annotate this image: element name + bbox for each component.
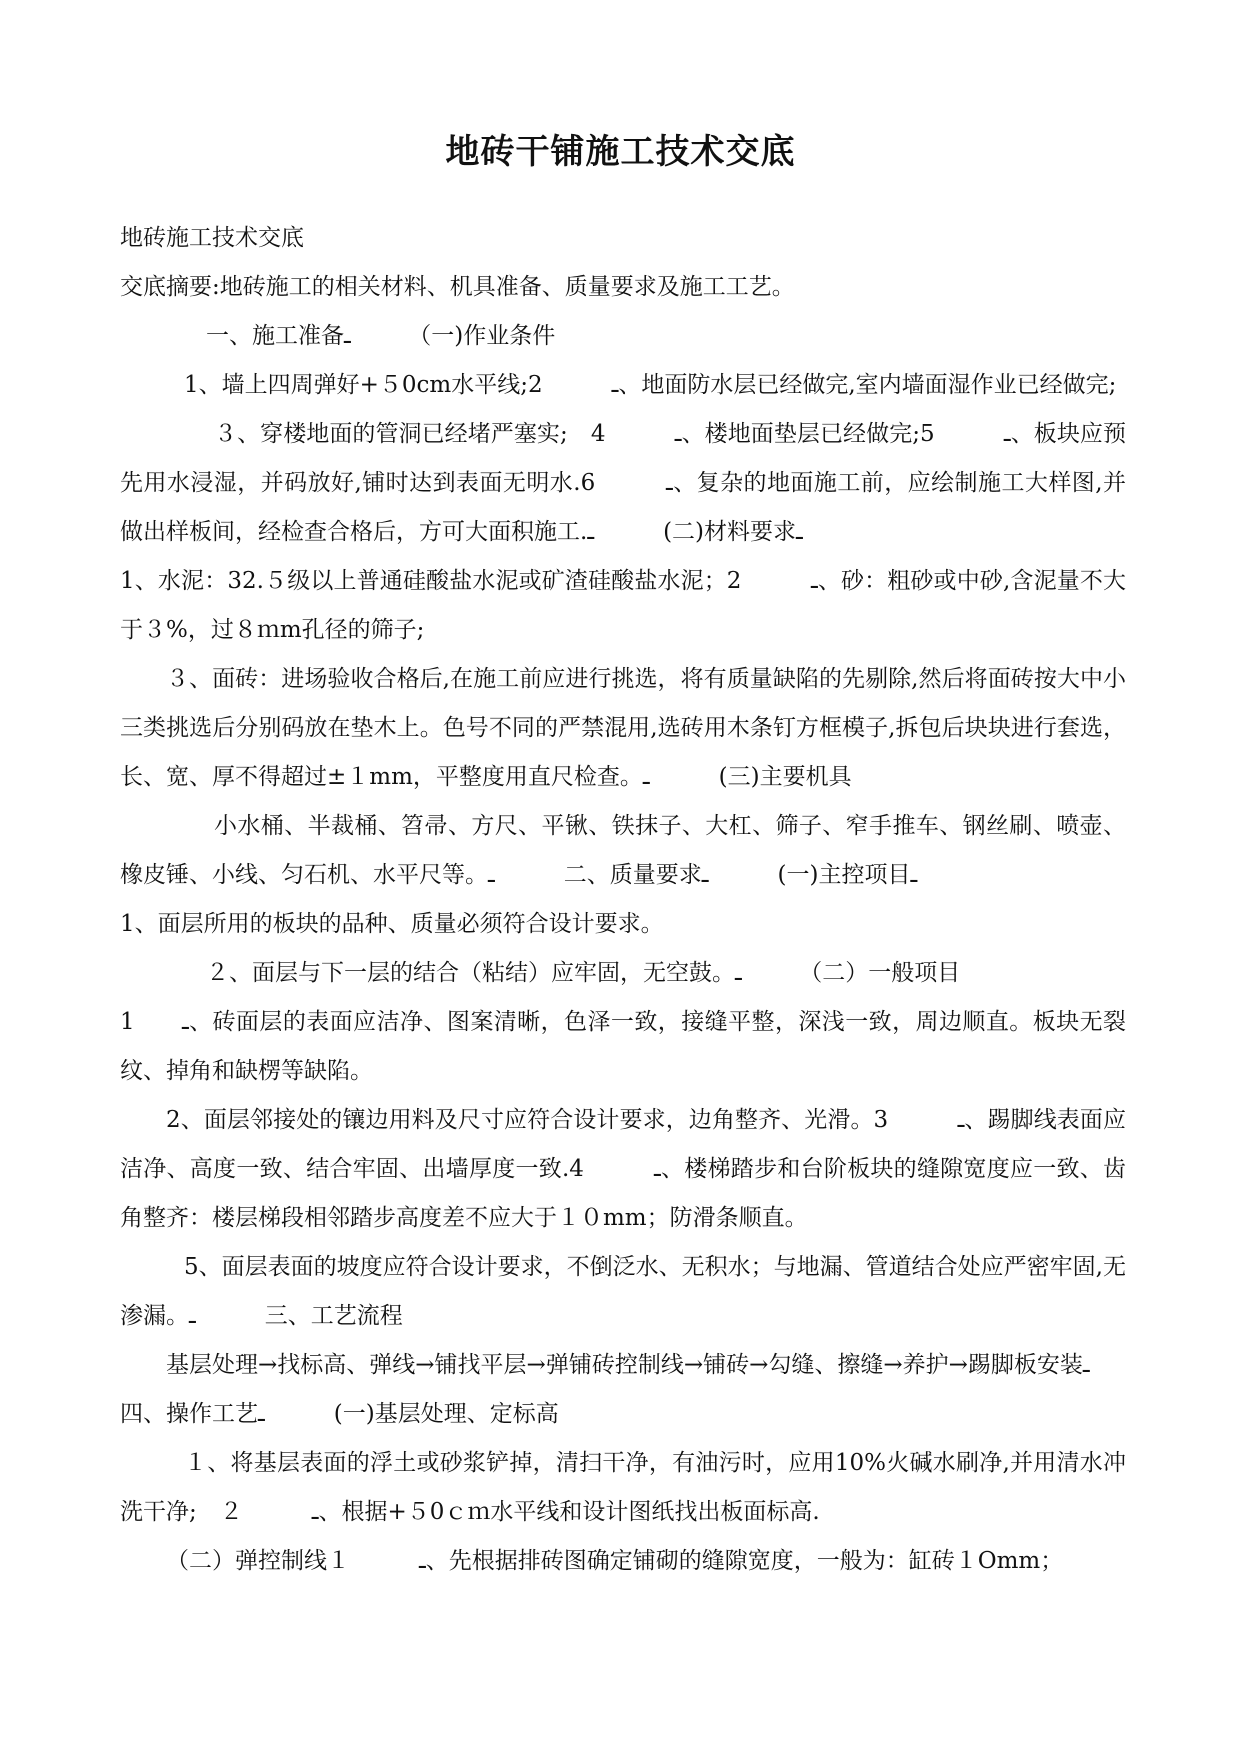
paragraph-general-item-2: 2、面层邻接处的镶边用料及尺寸应符合设计要求，边角整齐、光滑。3 ـ、踢脚线表面应洁净、高度一致、结合牢固、出墙厚度一致.4 ـ、楼梯踏步和台阶板块的缝隙宽度应一致、齿角整齐：楼层梯段相邻踏步高度差不应大于１０mm；防滑条顺直。 — [120, 1107, 1127, 1231]
paragraph-control-line: （二）弹控制线１ ـ、先根据排砖图确定铺砌的缝隙宽度，一般为：缸砖１Omm； — [166, 1548, 1064, 1574]
document-title: 地砖干铺施工技术交底 — [445, 132, 796, 172]
paragraph-material-cement: 1、水泥：32.５级以上普通硅酸盐水泥或矿渣硅酸盐水泥；2 ـ、砂：粗砂或中砂,含泥量不大于３%，过８ｍm孔径的筛子; — [120, 568, 1126, 643]
paragraph-main-item-2: ２、面层与下一层的结合（粘结）应牢固，无空鼓。ـ （二）一般项目 — [206, 960, 961, 986]
paragraph-material-tile: ３、面砖：进场验收合格后,在施工前应进行挑选，将有质量缺陷的先剔除,然后将面砖按大中小三类挑选后分别码放在垫木上。色号不同的严禁混用,选砖用木条钉方框模子,拆包后块块进行套选，长、宽、厚不得超过±１mm，平整度用直尺检查。ـ (三)主要机具 — [120, 666, 1126, 790]
paragraph-main-item-1: 1、面层所用的板块的品种、质量必须符合设计要求。 — [120, 911, 664, 937]
paragraph-conditions-3: ３、穿楼地面的管洞已经堵严塞实; 4 ـ、楼地面垫层已经做完;5 ـ、板块应预先用水浸湿，并码放好,铺时达到表面无明水.6 ـ、复杂的地面施工前，应绘制施工大样图,并做出样板间，经检查合格后，方可大面积施工.ـ (二)材料要求ـ — [120, 421, 1127, 545]
paragraph-summary: 交底摘要:地砖施工的相关材料、机具准备、质量要求及施工工艺。 — [120, 274, 795, 300]
paragraph-base-treatment: １、将基层表面的浮土或砂浆铲掉，清扫干净，有油污时，应用10%火碱水刷净,并用清水冲洗干净; ２ ـ、根据+５0ｃｍ水平线和设计图纸找出板面标高. — [120, 1450, 1126, 1525]
paragraph-tools: 小水桶、半裁桶、笤帚、方尺、平锹、铁抹子、大杠、筛子、窄手推车、钢丝刷、喷壶、橡皮锤、小线、匀石机、水平尺等。ـ 二、质量要求ـ (一)主控项目ـ — [120, 813, 1126, 888]
paragraph-general-item-1: 1 ـ、砖面层的表面应洁净、图案清晰，色泽一致，接缝平整，深浅一致，周边顺直。板块无裂纹、掉角和缺楞等缺陷。 — [120, 1009, 1126, 1084]
paragraph-subtitle: 地砖施工技术交底 — [120, 225, 304, 251]
paragraph-conditions-1: 1、墙上四周弹好+５0cm水平线;2 ـ、地面防水层已经做完,室内墙面湿作业已经做完; — [184, 372, 1117, 398]
document-body — [120, 214, 1159, 1586]
paragraph-process-flow: 基层处理→找标高、弹线→铺找平层→弹铺砖控制线→铺砖→勾缝、擦缝→养护→踢脚板安装ـ 四、操作工艺ـ (一)基层处理、定标高 — [120, 1352, 1159, 1427]
paragraph-general-item-5: 5、面层表面的坡度应符合设计要求，不倒泛水、无积水；与地漏、管道结合处应严密牢固,无渗漏。ـ 三、工艺流程 — [120, 1254, 1126, 1329]
paragraph-preparation-heading: 一、施工准备ـ （一)作业条件 — [206, 323, 556, 349]
